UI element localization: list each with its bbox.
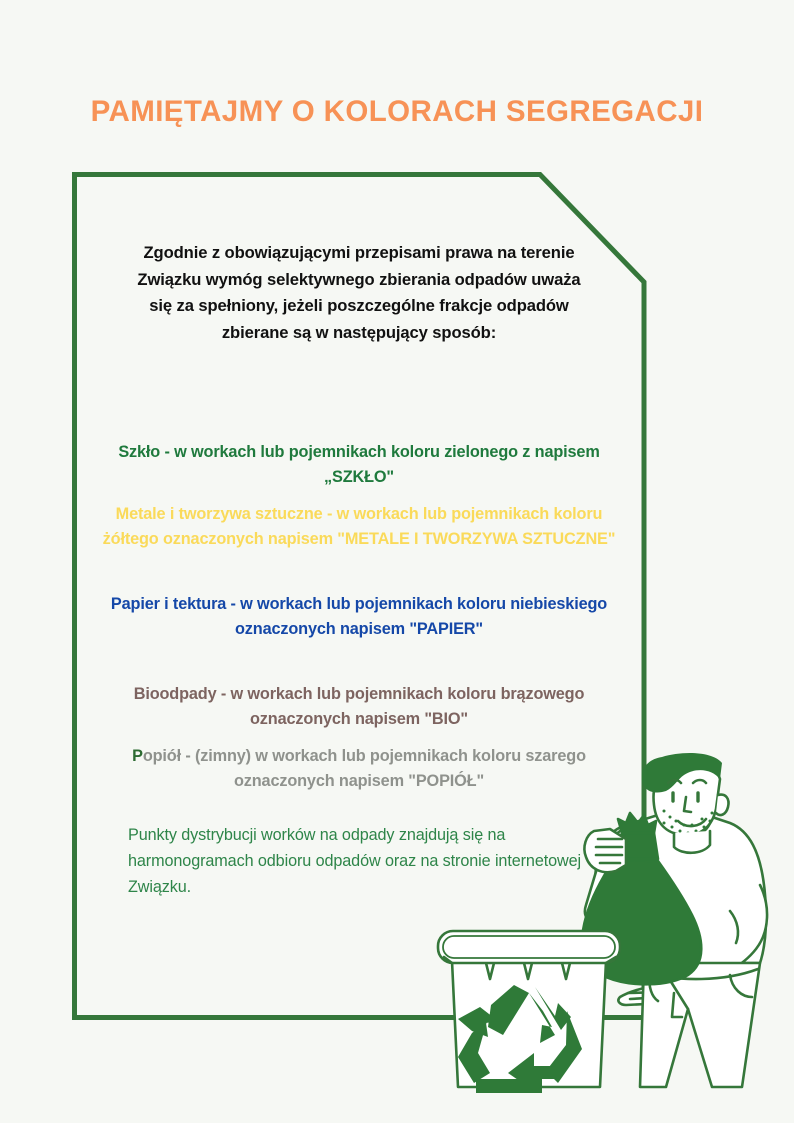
intro-paragraph: Zgodnie z obowiązującymi przepisami prawa na terenie Związku wymóg selektywnego zbierania odpadów uważa się za spełniony, jeżeli poszczególne frakcje odpadów zbierane są w następujący sposób:: [137, 243, 581, 342]
fraction-bio: Bioodpady - w workach lub pojemnikach koloru brązowego oznaczonych napisem "BIO": [133, 685, 585, 728]
outro-paragraph: Punkty dystrybucji worków na odpady znajdują się na harmonogramach odbioru odpadów oraz na stronie internetowej Związku.: [128, 826, 582, 896]
fraction-glass: Szkło - w workach lub pojemnikach koloru zielonego z napisem „SZKŁO": [118, 443, 600, 486]
fraction-metal-plastic: Metale i tworzywa sztuczne - w workach lub pojemnikach koloru żółtego oznaczonych napisem "METALE I TWORZYWA SZTUCZNE": [102, 505, 616, 548]
fraction-ash-text: opiół - (zimny) w workach lub pojemnikach koloru szarego oznaczonych napisem "POPIÓŁ": [142, 747, 586, 790]
fraction-paper: Papier i tektura - w workach lub pojemnikach koloru niebieskiego oznaczonych napisem "PAPIER": [110, 595, 608, 638]
fraction-ash-lead-letter: P: [132, 747, 143, 765]
illustration-man-with-bin: [430, 735, 794, 1123]
page-title: PAMIĘTAJMY O KOLORACH SEGREGACJI: [90, 95, 704, 128]
